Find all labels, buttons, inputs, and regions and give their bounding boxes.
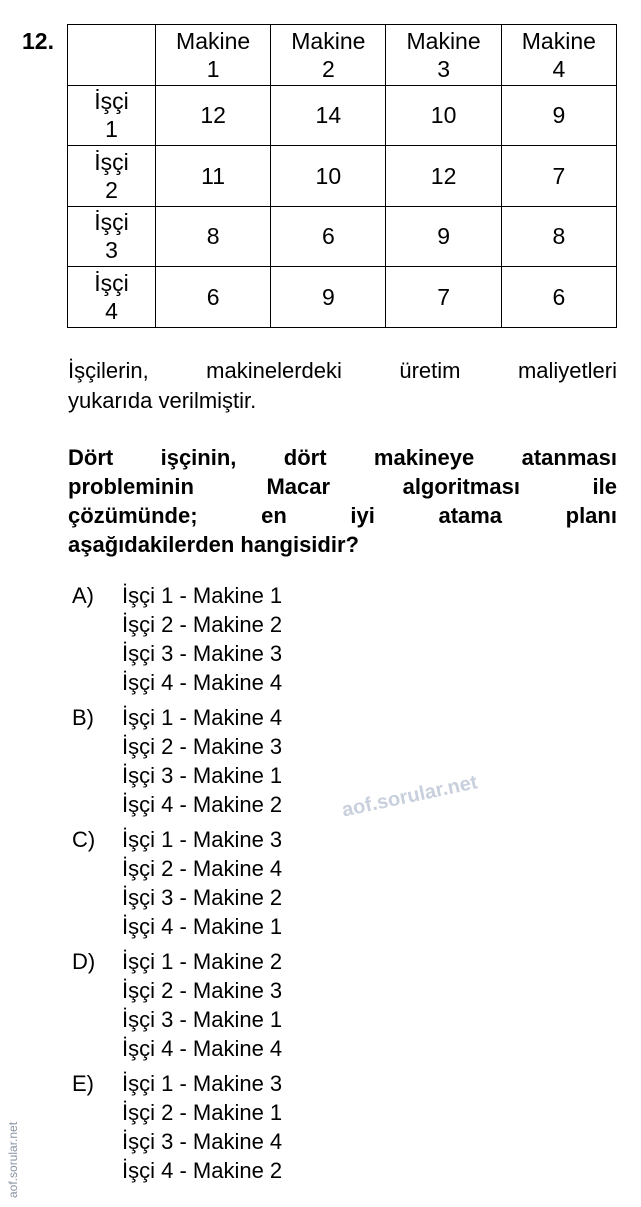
table-cell: 9 [501, 85, 616, 146]
option-line: İşçi 4 - Makine 2 [122, 1158, 283, 1183]
option-line: İşçi 1 - Makine 4 [122, 705, 283, 730]
option-line: İşçi 4 - Makine 1 [122, 914, 283, 939]
question-number: 12. [22, 28, 54, 54]
question-line-3: çözümünde; en iyi atama planı [68, 503, 617, 528]
column-header-makine-4: Makine 4 [501, 25, 616, 86]
table-row [68, 85, 617, 146]
row-header-isci-1: İşçi 1 [68, 85, 156, 146]
option-letter: A) [72, 583, 94, 608]
option-letter: B) [72, 705, 94, 730]
option-letter: D) [72, 949, 96, 974]
intro-line-1: İşçilerin, makinelerdeki üretim maliyetleri [68, 358, 617, 383]
table-cell: 7 [501, 146, 616, 207]
table-cell: 6 [156, 267, 271, 328]
option-line: İşçi 1 - Makine 2 [122, 949, 283, 974]
option-line: İşçi 3 - Makine 1 [122, 763, 283, 788]
option-line: İşçi 1 - Makine 1 [122, 583, 283, 608]
option-line: İşçi 3 - Makine 2 [122, 885, 283, 910]
table-cell: 8 [501, 206, 616, 267]
table-cell: 9 [271, 267, 386, 328]
watermark: aof.sorular.net [340, 771, 480, 822]
table-row [68, 206, 617, 267]
column-header-makine-2: Makine 2 [271, 25, 386, 86]
option-letter: C) [72, 827, 96, 852]
question-line-2: probleminin Macar algoritması ile [68, 474, 617, 499]
option-line: İşçi 1 - Makine 3 [122, 1071, 283, 1096]
table-cell: 6 [271, 206, 386, 267]
table-corner-cell [68, 25, 156, 86]
option-line: İşçi 3 - Makine 3 [122, 641, 283, 666]
row-header-isci-3: İşçi 3 [68, 206, 156, 267]
intro-text [68, 356, 617, 416]
cost-table [67, 24, 617, 328]
option-letter: E) [72, 1071, 94, 1096]
option-line: İşçi 4 - Makine 4 [122, 1036, 283, 1061]
column-header-makine-3: Makine 3 [386, 25, 501, 86]
table-cell: 11 [156, 146, 271, 207]
table-cell: 12 [386, 146, 501, 207]
option-line: İşçi 2 - Makine 1 [122, 1100, 283, 1125]
option-line: İşçi 1 - Makine 3 [122, 827, 283, 852]
table-cell: 14 [271, 85, 386, 146]
table-row [68, 146, 617, 207]
option-line: İşçi 2 - Makine 3 [122, 978, 283, 1003]
column-header-makine-1: Makine 1 [156, 25, 271, 86]
table-cell: 7 [386, 267, 501, 328]
table-cell: 6 [501, 267, 616, 328]
table-header-row [68, 25, 617, 86]
row-header-isci-4: İşçi 4 [68, 267, 156, 328]
table-cell: 12 [156, 85, 271, 146]
intro-line-2: yukarıda verilmiştir. [68, 388, 257, 413]
option-line: İşçi 4 - Makine 2 [122, 792, 283, 817]
table-row [68, 267, 617, 328]
option-line: İşçi 3 - Makine 1 [122, 1007, 283, 1032]
row-header-isci-2: İşçi 2 [68, 146, 156, 207]
option-line: İşçi 4 - Makine 4 [122, 670, 283, 695]
question-line-1: Dört işçinin, dört makineye atanması [68, 445, 617, 470]
table-cell: 9 [386, 206, 501, 267]
side-watermark: aof.sorular.net [6, 1121, 20, 1198]
option-line: İşçi 2 - Makine 4 [122, 856, 283, 881]
table-cell: 8 [156, 206, 271, 267]
option-line: İşçi 2 - Makine 3 [122, 734, 283, 759]
table-cell: 10 [271, 146, 386, 207]
option-line: İşçi 2 - Makine 2 [122, 612, 283, 637]
table-cell: 10 [386, 85, 501, 146]
option-line: İşçi 3 - Makine 4 [122, 1129, 283, 1154]
question-stem [68, 443, 617, 559]
question-line-4: aşağıdakilerden hangisidir? [68, 532, 359, 557]
